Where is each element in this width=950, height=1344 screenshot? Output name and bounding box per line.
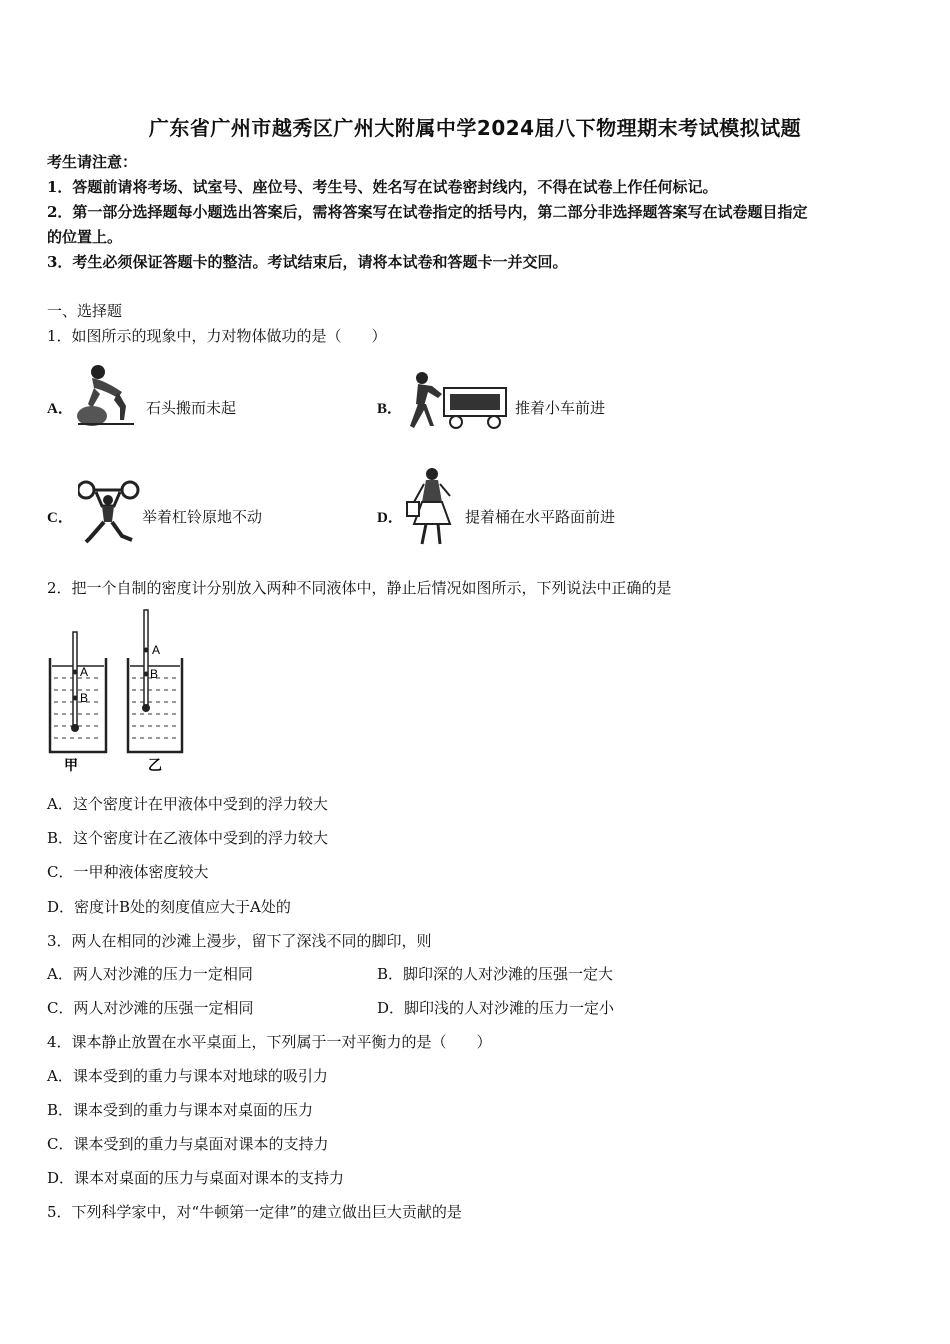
q2-option-d: D．密度计B处的刻度值应大于A处的 xyxy=(47,898,291,916)
mark-b-jia: B xyxy=(80,691,89,705)
section-heading: 一、选择题 xyxy=(47,302,123,320)
q4-stem: 4．课本静止放置在水平桌面上，下列属于一对平衡力的是（ ） xyxy=(47,1033,492,1051)
hydrometer-jia xyxy=(73,632,77,728)
barbell-figure xyxy=(78,478,140,548)
q1-option-b-letter: B． xyxy=(377,401,403,417)
q5-stem: 5．下列科学家中，对“牛顿第一定律”的建立做出巨大贡献的是 xyxy=(47,1203,462,1221)
q4-option-a: A．课本受到的重力与课本对地球的吸引力 xyxy=(47,1067,328,1085)
page-title: 广东省广州市越秀区广州大附属中学2024届八下物理期末考试模拟试题 xyxy=(148,116,802,140)
q1-option-a-letter: A． xyxy=(47,401,73,417)
q2-stem: 2．把一个自制的密度计分别放入两种不同液体中，静止后情况如图所示，下列说法中正确的是 xyxy=(47,579,672,597)
q1-option-a-text: 石头搬而未起 xyxy=(146,399,237,417)
q1-option-c-letter: C． xyxy=(47,510,73,526)
stone-lifting-figure xyxy=(74,362,144,428)
q1-option-c-text: 举着杠铃原地不动 xyxy=(142,508,263,526)
q3-option-c: C．两人对沙滩的压强一定相同 xyxy=(47,999,254,1017)
q3-option-b: B．脚印深的人对沙滩的压强一定大 xyxy=(377,965,614,983)
q3-stem: 3．两人在相同的沙滩上漫步，留下了深浅不同的脚印，则 xyxy=(47,932,432,950)
q1-option-b-text: 推着小车前进 xyxy=(515,399,606,417)
q2-option-c: C．一甲种液体密度较大 xyxy=(47,863,209,881)
q1-option-d-letter: D． xyxy=(377,510,403,526)
hydrometer-yi xyxy=(144,610,148,708)
mark-a-jia: A xyxy=(80,665,89,679)
label-yi: 乙 xyxy=(148,758,162,774)
notice-heading: 考生请注意： xyxy=(47,153,138,171)
notice-item-2: 2．第一部分选择题每小题选出答案后，需将答案写在试卷指定的括号内，第二部分非选择题答案写在试卷题目指定 xyxy=(47,203,808,221)
q4-option-d: D．课本对桌面的压力与桌面对课本的支持力 xyxy=(47,1169,345,1187)
pushing-cart-figure xyxy=(402,370,512,432)
q1-option-d-text: 提着桶在水平路面前进 xyxy=(465,508,616,526)
mark-a-yi: A xyxy=(152,643,161,657)
q1-stem: 1．如图所示的现象中，力对物体做功的是（ ） xyxy=(47,327,387,345)
hydrometer-figure xyxy=(44,606,194,776)
q4-option-c: C．课本受到的重力与桌面对课本的支持力 xyxy=(47,1135,329,1153)
q2-option-b: B．这个密度计在乙液体中受到的浮力较大 xyxy=(47,829,329,847)
carrying-bucket-figure xyxy=(404,466,460,548)
q3-option-d: D．脚印浅的人对沙滩的压力一定小 xyxy=(377,999,615,1017)
notice-item-3: 3．考生必须保证答题卡的整洁。考试结束后，请将本试卷和答题卡一并交回。 xyxy=(47,253,568,271)
label-jia: 甲 xyxy=(64,758,78,774)
q4-option-b: B．课本受到的重力与课本对桌面的压力 xyxy=(47,1101,314,1119)
notice-item-1: 1．答题前请将考场、试室号、座位号、考生号、姓名写在试卷密封线内，不得在试卷上作任何标记。 xyxy=(47,178,718,196)
mark-b-yi: B xyxy=(150,667,159,681)
q2-option-a: A．这个密度计在甲液体中受到的浮力较大 xyxy=(47,795,328,813)
q3-option-a: A．两人对沙滩的压力一定相同 xyxy=(47,965,253,983)
notice-item-2-cont: 的位置上。 xyxy=(47,228,123,246)
